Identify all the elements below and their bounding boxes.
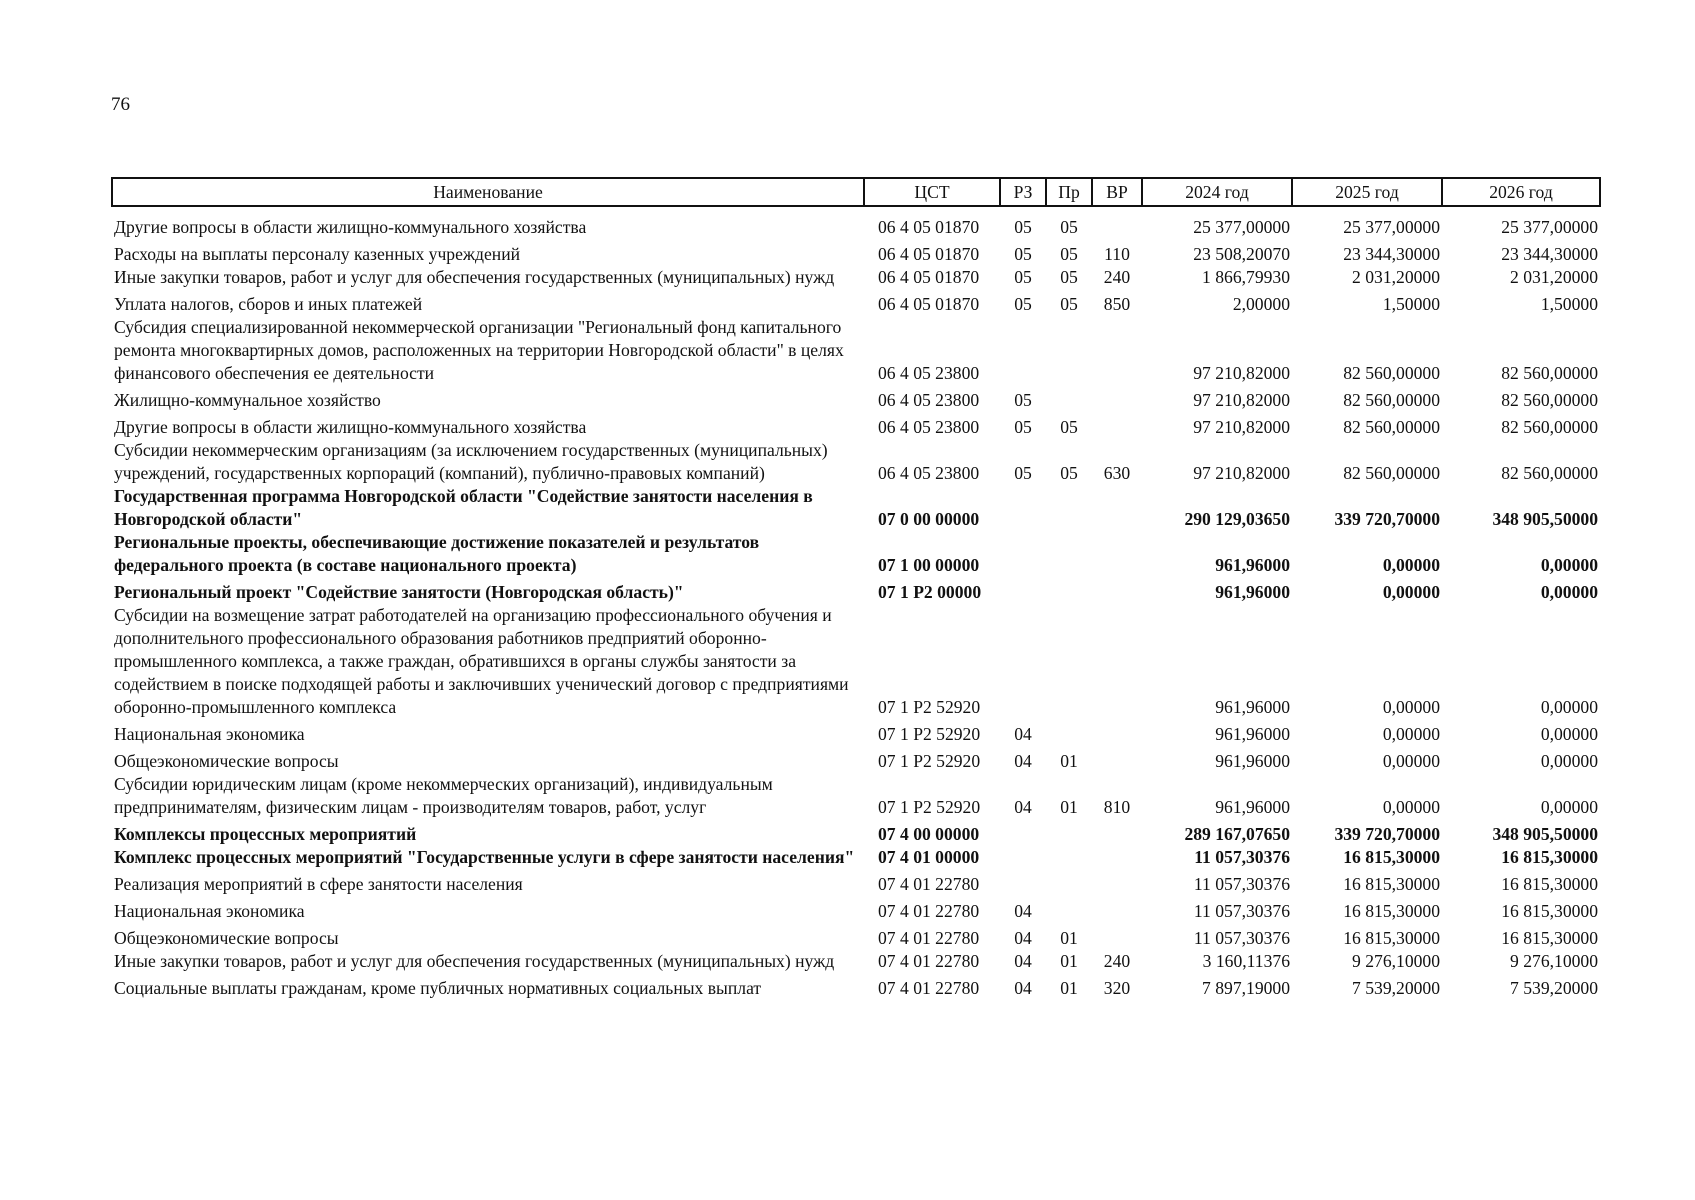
row-2026: 16 815,30000 [1501,847,1598,867]
row-2025: 9 276,10000 [1352,951,1440,971]
row-2024: 3 160,11376 [1202,951,1290,971]
row-name: Расходы на выплаты персоналу казенных учреждений [114,244,521,264]
row-cst: 07 1 P2 00000 [878,582,982,602]
row-pr [1046,846,1092,869]
row-vr: 240 [1103,267,1131,287]
table-row [112,439,1600,485]
table-row [112,923,1600,950]
row-pr [1046,869,1092,896]
row-cst: 06 4 05 23800 [878,390,980,410]
row-rz [1000,819,1046,846]
row-rz [1000,577,1046,604]
table-row [112,531,1600,577]
row-2026: 82 560,00000 [1501,463,1598,483]
row-2025: 0,00000 [1382,697,1440,717]
table-row [112,846,1600,869]
row-vr [1092,846,1142,869]
table-row [112,973,1600,1000]
row-2024: 11 057,30376 [1194,847,1290,867]
row-2026: 0,00000 [1540,697,1598,717]
row-name: Субсидии на возмещение затрат работодателей на организацию профессионального обучения и дополнительного профессионального образования работников предприятий оборонно-промышленного комплекса, а также граждан, обратившихся в органы службы занятости за содействием в поиске подходящей работы и заключивших ученический договор с предприятиями оборонно-промышленного комплекса [114,605,849,717]
row-vr: 240 [1103,951,1131,971]
row-2025: 25 377,00000 [1343,217,1440,237]
row-rz: 04 [1014,724,1032,744]
row-rz: 04 [1014,901,1032,921]
row-name: Национальная экономика [114,901,305,921]
row-cst: 07 4 01 22780 [878,978,980,998]
row-2024: 961,96000 [1215,555,1290,575]
row-pr [1046,604,1092,719]
table-row [112,896,1600,923]
row-2025: 0,00000 [1382,582,1440,602]
row-2025: 82 560,00000 [1343,463,1440,483]
row-rz: 05 [1014,244,1032,264]
row-2025: 16 815,30000 [1343,847,1440,867]
row-2026: 0,00000 [1540,555,1598,575]
row-vr [1092,604,1142,719]
row-rz: 05 [1014,417,1032,437]
row-2026: 16 815,30000 [1501,928,1598,948]
table-row [112,385,1600,412]
row-cst: 06 4 05 23800 [878,463,980,483]
table-row [112,604,1600,719]
page-number: 76 [111,94,130,115]
row-name: Жилищно-коммунальное хозяйство [114,390,381,410]
row-rz: 05 [1014,217,1032,237]
row-rz [1000,604,1046,719]
table-row [112,206,1600,239]
table-row [112,819,1600,846]
table-row [112,869,1600,896]
row-vr [1092,923,1142,950]
row-vr [1092,746,1142,773]
row-pr [1046,531,1092,577]
row-2024: 961,96000 [1215,582,1290,602]
row-rz [1000,869,1046,896]
row-cst: 06 4 05 23800 [878,363,980,383]
row-rz: 04 [1014,797,1032,817]
row-2025: 82 560,00000 [1343,417,1440,437]
row-2026: 0,00000 [1540,751,1598,771]
row-2024: 97 210,82000 [1193,363,1290,383]
row-name: Национальная экономика [114,724,305,744]
row-pr [1046,819,1092,846]
row-2026: 25 377,00000 [1501,217,1598,237]
row-vr [1092,206,1142,239]
table-row [112,950,1600,973]
row-2025: 16 815,30000 [1343,874,1440,894]
row-cst: 07 4 00 00000 [878,824,980,844]
row-2025: 0,00000 [1382,724,1440,744]
row-pr [1046,896,1092,923]
table-row [112,412,1600,439]
table-row [112,289,1600,316]
row-2024: 97 210,82000 [1193,417,1290,437]
row-name: Иные закупки товаров, работ и услуг для обеспечения государственных (муниципальных) нужд [114,951,835,971]
row-cst: 06 4 05 01870 [878,244,980,264]
row-2025: 0,00000 [1382,797,1440,817]
row-vr: 320 [1103,978,1131,998]
row-2024: 11 057,30376 [1193,874,1290,894]
header-vr: ВР [1092,178,1142,206]
row-cst: 07 4 01 00000 [878,847,980,867]
row-vr [1092,316,1142,385]
row-2024: 1 866,79930 [1202,267,1290,287]
row-vr [1092,719,1142,746]
row-pr: 01 [1060,978,1078,998]
row-vr [1092,412,1142,439]
row-name: Субсидии некоммерческим организациям (за исключением государственных (муниципальных) учреждений, государственных корпораций (компаний), публично-правовых компаний) [114,440,828,483]
row-2024: 290 129,03650 [1184,509,1290,529]
row-rz [1000,846,1046,869]
row-2024: 23 508,20070 [1193,244,1290,264]
row-2025: 1,50000 [1382,294,1440,314]
row-cst: 06 4 05 01870 [878,267,980,287]
row-rz: 05 [1014,267,1032,287]
header-2025: 2025 год [1292,178,1442,206]
row-pr: 05 [1060,417,1078,437]
row-pr: 01 [1060,751,1078,771]
row-name: Иные закупки товаров, работ и услуг для обеспечения государственных (муниципальных) нужд [114,267,835,287]
row-2024: 2,00000 [1232,294,1290,314]
row-2025: 23 344,30000 [1343,244,1440,264]
table-row [112,746,1600,773]
row-2024: 11 057,30376 [1193,901,1290,921]
row-name: Комплексы процессных мероприятий [114,824,417,844]
row-2024: 961,96000 [1215,797,1290,817]
row-name: Другие вопросы в области жилищно-коммунального хозяйства [114,217,587,237]
row-name: Уплата налогов, сборов и иных платежей [114,294,423,314]
row-2026: 23 344,30000 [1501,244,1598,264]
row-pr: 05 [1060,217,1078,237]
row-2025: 7 539,20000 [1352,978,1440,998]
row-pr [1046,316,1092,385]
row-pr: 05 [1060,267,1078,287]
row-rz [1000,531,1046,577]
row-2024: 289 167,07650 [1184,824,1290,844]
row-name: Региональный проект "Содействие занятости (Новгородская область)" [114,582,684,602]
row-pr [1046,485,1092,531]
row-name: Государственная программа Новгородской области "Содействие занятости населения в Новгородской области" [114,486,813,529]
row-2025: 2 031,20000 [1352,267,1440,287]
row-rz: 04 [1014,951,1032,971]
row-name: Региональные проекты, обеспечивающие достижение показателей и результатов федерального проекта (в составе национального проекта) [114,532,760,575]
row-2026: 0,00000 [1540,797,1598,817]
row-pr: 05 [1060,244,1078,264]
table-row [112,719,1600,746]
table-row [112,773,1600,819]
row-2025: 82 560,00000 [1343,363,1440,383]
row-name: Общеэкономические вопросы [114,751,339,771]
row-pr [1046,385,1092,412]
row-2024: 97 210,82000 [1193,390,1290,410]
row-2025: 339 720,70000 [1334,824,1440,844]
row-2024: 961,96000 [1215,751,1290,771]
row-2025: 0,00000 [1382,555,1440,575]
row-cst: 07 4 01 22780 [878,874,980,894]
row-vr [1092,577,1142,604]
row-vr [1092,531,1142,577]
header-2024: 2024 год [1142,178,1292,206]
table-body [112,206,1600,1000]
row-rz: 05 [1014,390,1032,410]
row-2026: 348 905,50000 [1492,824,1598,844]
row-2026: 16 815,30000 [1501,901,1598,921]
row-2026: 9 276,10000 [1510,951,1598,971]
row-vr: 630 [1103,463,1131,483]
row-cst: 07 4 01 22780 [878,901,980,921]
row-2026: 0,00000 [1540,724,1598,744]
row-cst: 07 1 P2 52920 [878,697,981,717]
table-row [112,239,1600,266]
row-2024: 7 897,19000 [1202,978,1290,998]
row-rz: 04 [1014,751,1032,771]
table-row [112,266,1600,289]
row-cst: 06 4 05 23800 [878,417,980,437]
row-vr [1092,485,1142,531]
row-2026: 82 560,00000 [1501,417,1598,437]
row-rz: 05 [1014,294,1032,314]
row-pr: 01 [1060,928,1078,948]
row-cst: 07 1 P2 52920 [878,724,981,744]
row-vr [1092,385,1142,412]
row-vr [1092,869,1142,896]
row-2026: 1,50000 [1540,294,1598,314]
row-pr: 05 [1060,294,1078,314]
row-name: Реализация мероприятий в сфере занятости населения [114,874,523,894]
row-rz: 05 [1014,463,1032,483]
row-2024: 961,96000 [1215,697,1290,717]
row-cst: 07 1 P2 52920 [878,797,981,817]
row-pr: 01 [1060,797,1078,817]
row-2026: 2 031,20000 [1510,267,1598,287]
row-vr [1092,819,1142,846]
row-2024: 11 057,30376 [1193,928,1290,948]
row-cst: 06 4 05 01870 [878,294,980,314]
header-pr: Пр [1046,178,1092,206]
header-rz: РЗ [1000,178,1046,206]
row-vr [1092,896,1142,923]
row-vr: 850 [1103,294,1131,314]
row-2025: 339 720,70000 [1334,509,1440,529]
row-cst: 07 4 01 22780 [878,928,980,948]
row-rz [1000,485,1046,531]
row-2025: 16 815,30000 [1343,928,1440,948]
row-name: Комплекс процессных мероприятий "Государственные услуги в сфере занятости населения" [114,847,855,867]
row-pr: 05 [1060,463,1078,483]
row-cst: 07 0 00 00000 [878,509,980,529]
row-name: Субсидия специализированной некоммерческой организации "Региональный фонд капитального ремонта многоквартирных домов, расположенных на территории Новгородской области" в целях финансового обеспечения ее деятельности [114,317,844,383]
row-2026: 0,00000 [1540,582,1598,602]
row-2025: 0,00000 [1382,751,1440,771]
row-2024: 25 377,00000 [1193,217,1290,237]
row-2026: 82 560,00000 [1501,363,1598,383]
row-name: Субсидии юридическим лицам (кроме некоммерческих организаций), индивидуальным предпринимателям, физическим лицам - производителям товаров, работ, услуг [114,774,773,817]
row-name: Общеэкономические вопросы [114,928,339,948]
row-cst: 07 1 00 00000 [878,555,980,575]
row-rz: 04 [1014,978,1032,998]
row-cst: 07 1 P2 52920 [878,751,981,771]
row-2026: 7 539,20000 [1510,978,1598,998]
row-2026: 348 905,50000 [1492,509,1598,529]
row-name: Социальные выплаты гражданам, кроме публичных нормативных социальных выплат [114,978,762,998]
header-2026: 2026 год [1442,178,1600,206]
row-2025: 82 560,00000 [1343,390,1440,410]
row-cst: 07 4 01 22780 [878,951,980,971]
table-row [112,316,1600,385]
row-2026: 82 560,00000 [1501,390,1598,410]
row-vr: 810 [1103,797,1131,817]
budget-table [111,177,1601,1000]
row-pr [1046,577,1092,604]
row-2025: 16 815,30000 [1343,901,1440,921]
row-2024: 961,96000 [1215,724,1290,744]
header-name: Наименование [112,178,864,206]
row-rz: 04 [1014,928,1032,948]
row-2026: 16 815,30000 [1501,874,1598,894]
row-name: Другие вопросы в области жилищно-коммунального хозяйства [114,417,587,437]
header-cst: ЦСТ [864,178,1000,206]
row-vr: 110 [1104,244,1130,264]
row-pr [1046,719,1092,746]
table-header-row [112,178,1600,206]
table-row [112,577,1600,604]
row-rz [1000,316,1046,385]
row-cst: 06 4 05 01870 [878,217,980,237]
row-2024: 97 210,82000 [1193,463,1290,483]
row-pr: 01 [1060,951,1078,971]
table-row [112,485,1600,531]
